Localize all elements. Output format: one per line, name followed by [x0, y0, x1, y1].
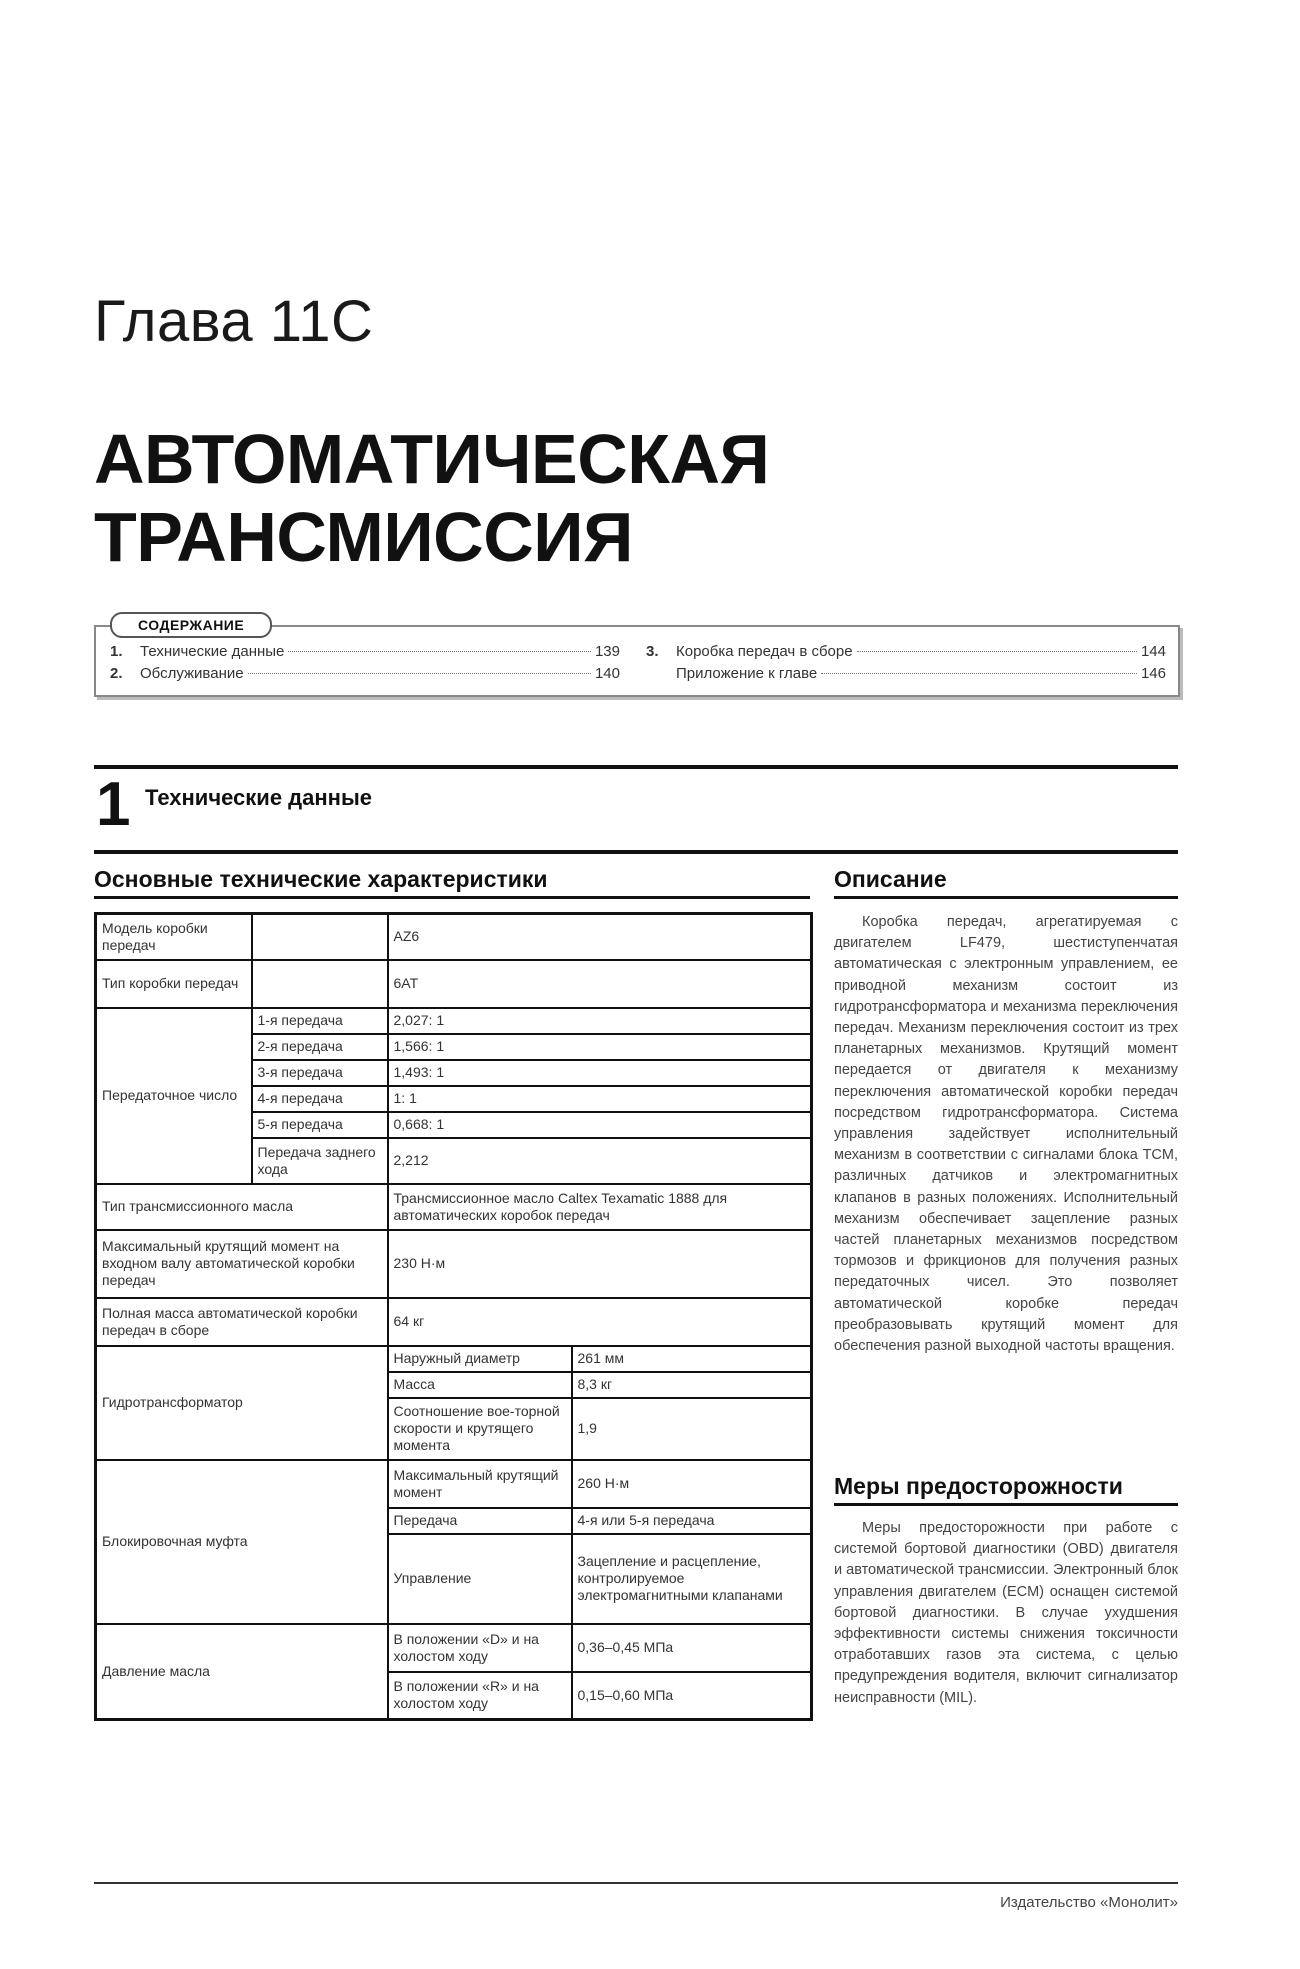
toc-item-page: 144 [1140, 643, 1166, 660]
table-cell-value: Трансмиссионное масло Caltex Texamatic 1888 для автоматических коробок передач [388, 1184, 812, 1230]
description-text: Коробка передач, агрегатируемая с двигателем LF479, шестиступенчатая автоматическая с электронным управлением, ее приводной механизм состоит из гидротрансформатора и механизма переключения передач. Механизм переключения состоит из трех планетарных механизмов. Крутящий момент передается от двигателя к механизму переключения автоматической коробки передач посредством гидротрансформатора. Система управления задействует исполнительный механизм в соответствии с сигналами блока TCM, различных датчиков и электромагнитных клапанов в разных положениях. Исполнительный механизм обеспечивает зацепление разных частей планетарных механизмов посредством тормозов и фрикционов для получения разных передаточных чисел. Это позволяет автоматической коробке передач преобразовывать крутящий момент для обеспечения разной выходной частоты вращения. [834, 914, 1178, 1355]
table-row [96, 1184, 812, 1230]
table-cell-value: AZ6 [388, 914, 812, 960]
toc-item-number: 1. [110, 643, 123, 660]
table-row [96, 914, 812, 960]
table-cell-value: Зацепление и расцепление, контролируемое электромагнитными клапанами [572, 1534, 812, 1624]
table-cell-label: Тип коробки передач [96, 960, 252, 1008]
section-number: 1 [96, 770, 131, 839]
table-cell-param: Передача [388, 1508, 572, 1534]
table-cell-label: Гидротрансформатор [96, 1346, 388, 1460]
table-cell-gear: Передача заднего хода [252, 1138, 388, 1184]
table-row [96, 1624, 812, 1672]
specs-table [94, 912, 813, 1721]
table-cell-gear: 3-я передача [252, 1060, 388, 1086]
table-cell-value: 6AT [388, 960, 812, 1008]
table-row [96, 960, 812, 1008]
toc-item-title: Приложение к главе [676, 665, 818, 682]
chapter-title [94, 420, 994, 576]
table-cell-empty [252, 960, 388, 1008]
toc-item-title: Коробка передач в сборе [676, 643, 853, 660]
table-row [96, 1460, 812, 1508]
table-row [96, 1346, 812, 1372]
table-of-contents [94, 617, 1180, 697]
table-row [96, 1298, 812, 1346]
table-cell-label: Модель коробки передач [96, 914, 252, 960]
chapter-label: Глава 11С [94, 289, 374, 354]
toc-item-title: Обслуживание [140, 665, 244, 682]
section-rule-top [94, 765, 1178, 769]
chapter-title-line1: АВТОМАТИЧЕСКАЯ [94, 420, 770, 498]
toc-label: СОДЕРЖАНИЕ [110, 612, 272, 638]
table-cell-value: 0,36–0,45 МПа [572, 1624, 812, 1672]
toc-item-number: 3. [646, 643, 659, 660]
table-cell-value: 64 кг [388, 1298, 812, 1346]
table-cell-label: Блокировочная муфта [96, 1460, 388, 1624]
table-cell-label: Максимальный крутящий момент на входном валу автоматической коробки передач [96, 1230, 388, 1298]
table-row [96, 1008, 812, 1034]
toc-item[interactable] [646, 641, 1166, 663]
table-cell-value: 1,493: 1 [388, 1060, 812, 1086]
table-cell-value: 0,668: 1 [388, 1112, 812, 1138]
table-cell-param: Соотношение вое-торной скорости и крутящего момента [388, 1398, 572, 1460]
toc-leader-dots [288, 651, 591, 652]
table-cell-gear: 2-я передача [252, 1034, 388, 1060]
toc-item[interactable] [646, 663, 1166, 685]
table-cell-value: 1,566: 1 [388, 1034, 812, 1060]
table-cell-value: 1: 1 [388, 1086, 812, 1112]
table-cell-value: 2,027: 1 [388, 1008, 812, 1034]
chapter-title-line2: ТРАНСМИССИЯ [94, 498, 633, 576]
toc-item-page: 139 [594, 643, 620, 660]
toc-item-page: 146 [1140, 665, 1166, 682]
table-cell-value: 4-я или 5-я передача [572, 1508, 812, 1534]
precautions-text: Меры предосторожности при работе с системой бортовой диагностики (OBD) двигателя и автоматической трансмиссии. Электронный блок управления двигателем (ECM) оснащен системой бортовой диагностики. В случае ухудшения эффективности системы снижения токсичности отработавших газов эта система, с целью предупреждения водителя, включит сигнализатор неисправности (MIL). [834, 1520, 1178, 1706]
table-cell-param: Управление [388, 1534, 572, 1624]
table-cell-param: Наружный диаметр [388, 1346, 572, 1372]
toc-column-right [646, 641, 1166, 685]
table-cell-label: Давление масла [96, 1624, 388, 1720]
toc-item-number: 2. [110, 665, 123, 682]
section-rule-bottom [94, 850, 1178, 854]
toc-leader-dots [248, 673, 591, 674]
table-cell-value: 1,9 [572, 1398, 812, 1460]
footer-rule [94, 1882, 1178, 1884]
toc-item-title: Технические данные [140, 643, 285, 660]
toc-leader-dots [821, 673, 1137, 674]
table-cell-label: Тип трансмиссионного масла [96, 1184, 388, 1230]
publisher-footer: Издательство «Монолит» [1000, 1894, 1178, 1911]
table-cell-value: 2,212 [388, 1138, 812, 1184]
table-cell-empty [252, 914, 388, 960]
toc-item[interactable] [110, 641, 620, 663]
description-heading: Описание [834, 866, 1178, 899]
table-cell-value: 230 Н·м [388, 1230, 812, 1298]
table-cell-value: 260 Н·м [572, 1460, 812, 1508]
table-cell-gear: 5-я передача [252, 1112, 388, 1138]
table-cell-value: 8,3 кг [572, 1372, 812, 1398]
table-cell-param: Масса [388, 1372, 572, 1398]
section-title: Технические данные [145, 785, 372, 810]
table-cell-value: 0,15–0,60 МПа [572, 1672, 812, 1720]
precautions-heading: Меры предосторожности [834, 1473, 1178, 1506]
toc-item[interactable] [110, 663, 620, 685]
table-cell-param: В положении «D» и на холостом ходу [388, 1624, 572, 1672]
table-row [96, 1230, 812, 1298]
table-cell-gear: 4-я передача [252, 1086, 388, 1112]
table-cell-param: В положении «R» и на холостом ходу [388, 1672, 572, 1720]
table-cell-label: Передаточное число [96, 1008, 252, 1184]
toc-column-left [110, 641, 620, 685]
toc-item-page: 140 [594, 665, 620, 682]
table-cell-gear: 1-я передача [252, 1008, 388, 1034]
table-cell-label: Полная масса автоматической коробки передач в сборе [96, 1298, 388, 1346]
table-cell-value: 261 мм [572, 1346, 812, 1372]
table-cell-param: Максимальный крутящий момент [388, 1460, 572, 1508]
specs-heading: Основные технические характеристики [94, 866, 810, 899]
toc-leader-dots [857, 651, 1137, 652]
